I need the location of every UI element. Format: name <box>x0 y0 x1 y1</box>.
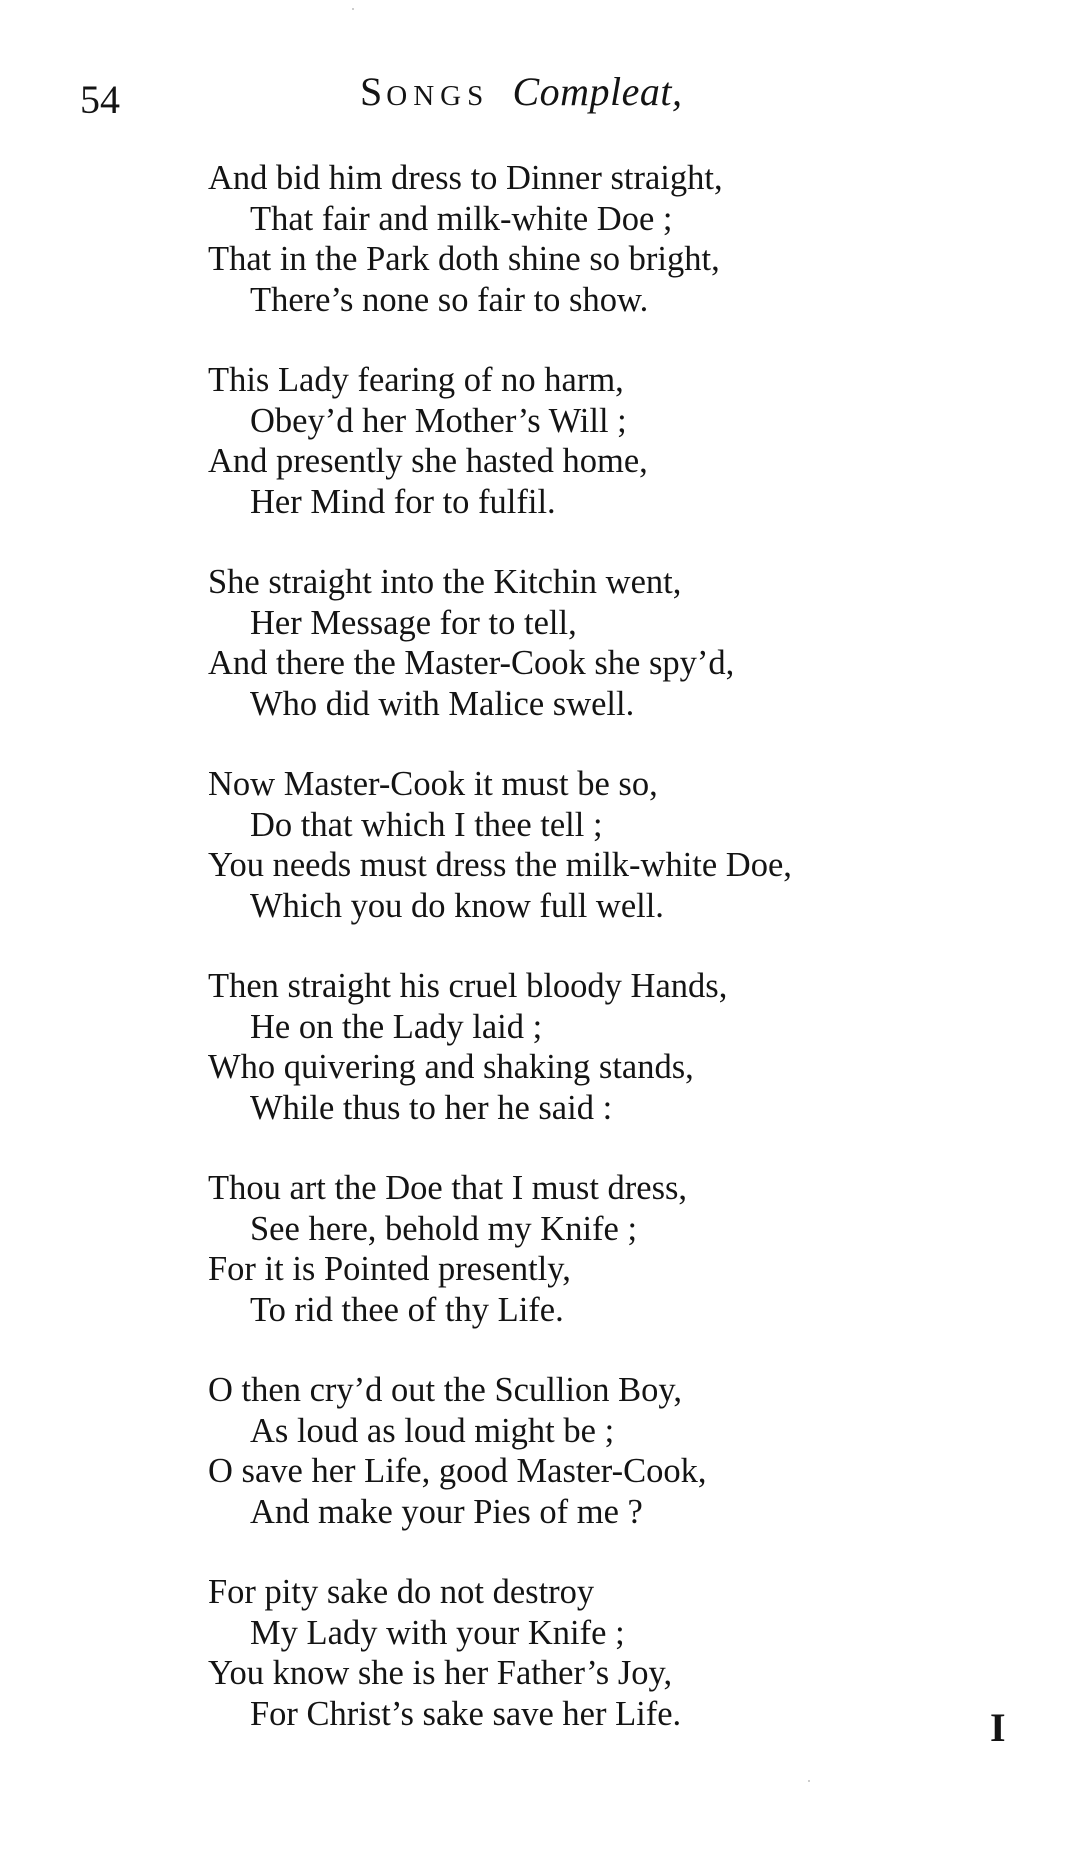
verse-line: Thou art the Doe that I must dress, <box>208 1169 688 1207</box>
verse-line: O then cry’d out the Scullion Boy, <box>208 1371 682 1409</box>
paper-speck <box>352 8 354 10</box>
verse-line: As loud as loud might be ; <box>250 1411 615 1450</box>
verse-line: Her Mind for to fulfil. <box>250 482 556 521</box>
stanza <box>208 1370 1038 1572</box>
verse-line: To rid thee of thy Life. <box>250 1290 564 1329</box>
running-title-rest: ONGS <box>386 80 503 112</box>
stanza <box>208 1168 1038 1370</box>
verse-line: Then straight his cruel bloody Hands, <box>208 967 728 1005</box>
verse-line: My Lady with your Knife ; <box>250 1613 625 1652</box>
running-title-small-caps <box>360 69 502 114</box>
running-title-initial: S <box>360 69 387 114</box>
verse-line: There’s none so fair to show. <box>250 280 649 319</box>
stanza <box>208 158 1038 360</box>
verse-line: That in the Park doth shine so bright, <box>208 240 720 278</box>
verse-line: Obey’d her Mother’s Will ; <box>250 401 627 440</box>
poem <box>208 158 1038 1774</box>
verse-line: For pity sake do not destroy <box>208 1573 595 1611</box>
verse-line: You needs must dress the milk-white Doe, <box>208 846 792 884</box>
stanza <box>208 966 1038 1168</box>
verse-line: For it is Pointed presently, <box>208 1250 571 1288</box>
verse-line: And make your Pies of me ? <box>250 1492 643 1531</box>
verse-line: He on the Lady laid ; <box>250 1007 543 1046</box>
stanza <box>208 1572 1038 1774</box>
verse-line: For Christ’s sake save her Life. <box>250 1694 682 1733</box>
running-title <box>360 69 683 114</box>
verse-line: Which you do know full well. <box>250 886 664 925</box>
verse-line: Do that which I thee tell ; <box>250 805 603 844</box>
verse-line: She straight into the Kitchin went, <box>208 563 682 601</box>
page-number: 54 <box>80 77 120 122</box>
stanza <box>208 360 1038 562</box>
verse-line: O save her Life, good Master-Cook, <box>208 1452 707 1490</box>
verse-line: And presently she hasted home, <box>208 442 648 480</box>
stanza <box>208 764 1038 966</box>
verse-line: Who did with Malice swell. <box>250 684 635 723</box>
verse-line: And there the Master-Cook she spy’d, <box>208 644 735 682</box>
verse-line: Who quivering and shaking stands, <box>208 1048 694 1086</box>
verse-line: Her Message for to tell, <box>250 603 577 642</box>
catchword: I <box>990 1705 1006 1750</box>
verse-line: Now Master-Cook it must be so, <box>208 765 658 803</box>
running-title-italic: Compleat, <box>512 69 683 114</box>
verse-line: And bid him dress to Dinner straight, <box>208 159 723 197</box>
verse-line: While thus to her he said : <box>250 1088 613 1127</box>
verse-line: This Lady fearing of no harm, <box>208 361 624 399</box>
stanza <box>208 562 1038 764</box>
verse-line: You know she is her Father’s Joy, <box>208 1654 673 1692</box>
paper-speck <box>808 1780 810 1782</box>
verse-line: See here, behold my Knife ; <box>250 1209 638 1248</box>
verse-line: That fair and milk-white Doe ; <box>250 199 673 238</box>
